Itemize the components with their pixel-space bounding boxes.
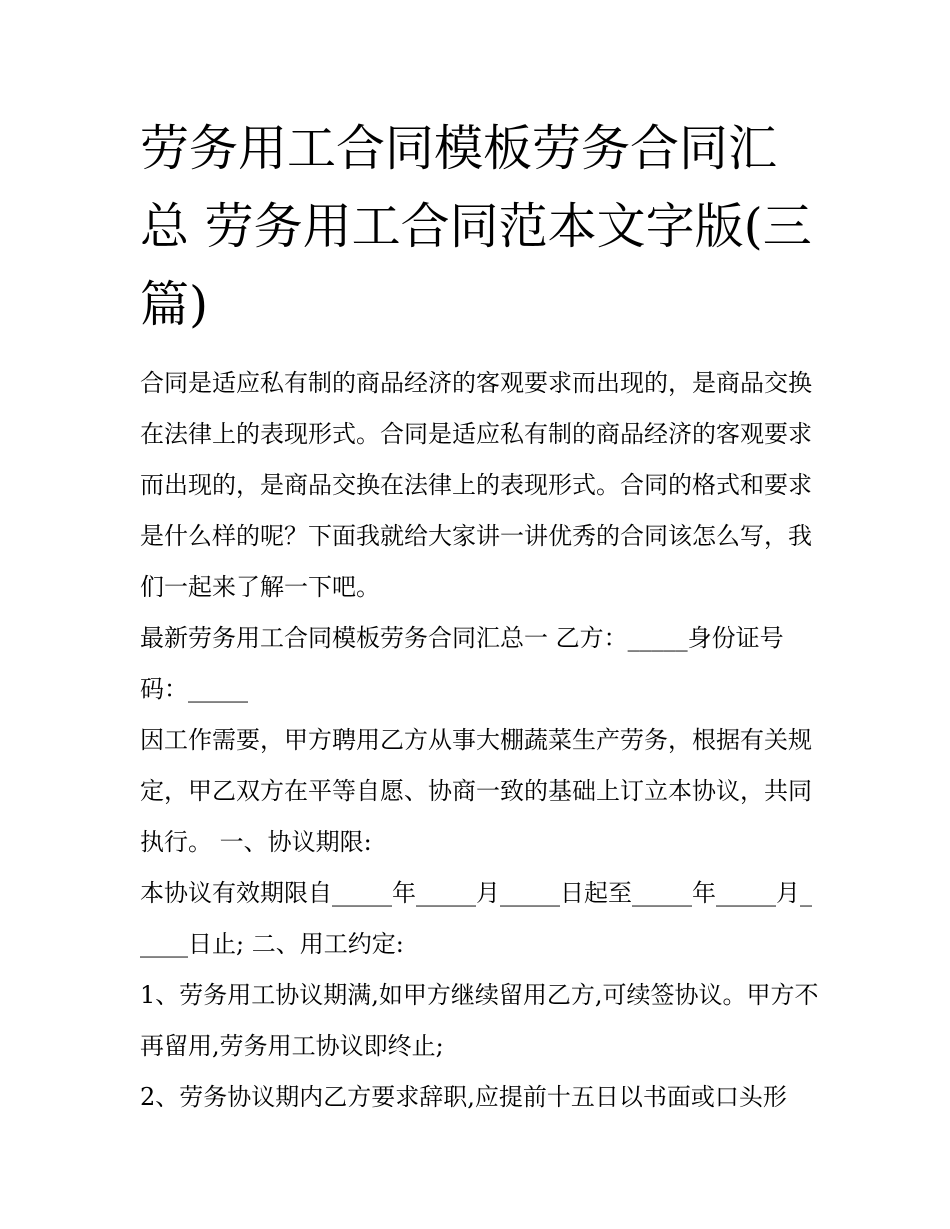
paragraph-intro: 合同是适应私有制的商品经济的客观要求而出现的，是商品交换在法律上的表现形式。合同是适应私有制的商品经济的客观要求而出现的，是商品交换在法律上的表现形式。合同的格式和要求是什么样的呢？下面我就给大家讲一讲优秀的合同该怎么写，我们一起来了解一下吧。 (140, 369, 812, 601)
paragraph-party-b: 最新劳务用工合同模板劳务合同汇总一 乙方：_____身份证号码：_____ (140, 624, 784, 703)
paragraph-purpose: 因工作需要，甲方聘用乙方从事大棚蔬菜生产劳务，根据有关规定，甲乙双方在平等自愿、协商一致的基础上订立本协议，共同执行。 一、协议期限: (140, 726, 812, 856)
document-title: 劳务用工合同模板劳务合同汇总 劳务用工合同范本文字版(三篇) (140, 120, 812, 333)
paragraph-clause-2: 2、劳务协议期内乙方要求辞职,应提前十五日以书面或口头形 (140, 1083, 787, 1111)
paragraph-term: 本协议有效期限自_____年_____月_____日起至_____年_____月_____日止; 二、用工约定: (140, 879, 812, 958)
paragraph-clause-1: 1、劳务用工协议期满,如甲方继续留用乙方,可续签协议。甲方不再留用,劳务用工协议即终止; (140, 981, 819, 1060)
